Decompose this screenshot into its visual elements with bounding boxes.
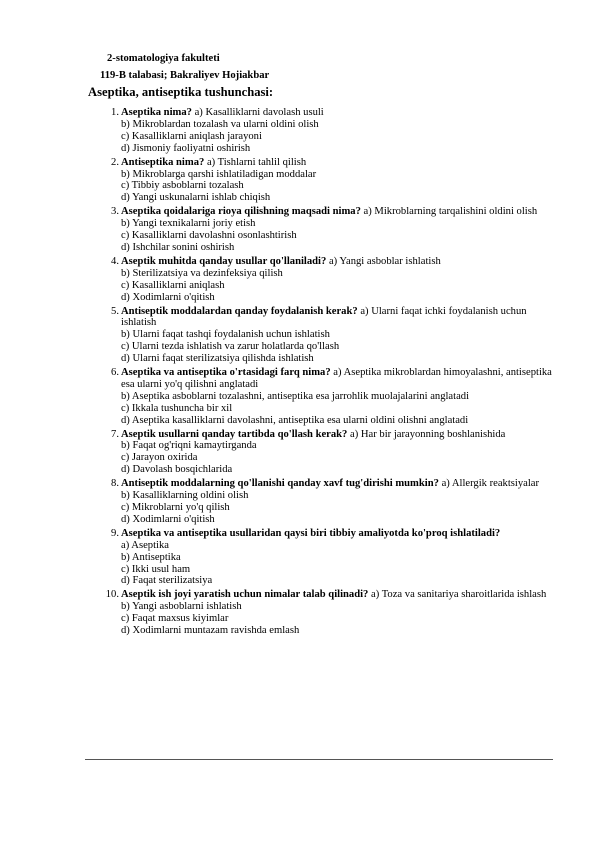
question-number: 3. <box>111 206 119 218</box>
option-c: c) Ularni tezda ishlatish va zarur holatlarda qo'llash <box>121 341 340 353</box>
question-text: Aseptika va antiseptika o'rtasidagi farq nima? <box>121 367 331 379</box>
question-number: 2. <box>111 156 119 168</box>
option-c: c) Tibbiy asboblarni tozalash <box>121 180 244 192</box>
student-line: 119-B talabasi; Bakraliyev Hojiakbar <box>100 70 270 81</box>
question-item <box>0 589 557 637</box>
option-d: d) Davolash bosqichlarida <box>121 464 233 476</box>
option-b: b) Mikroblardan tozalash va ularni oldini olish <box>121 118 319 130</box>
question-number: 4. <box>111 255 119 267</box>
question-number: 5. <box>111 305 119 317</box>
option-c: c) Ikkala tushuncha bir xil <box>121 402 233 414</box>
option-c: c) Kasalliklarni aniqlash <box>121 279 225 291</box>
question-number: 9. <box>111 527 119 539</box>
option-a: a) Ularni faqat ichki foydalanish uchun ishlatish <box>121 305 527 329</box>
option-c: c) Kasalliklarni aniqlash jarayoni <box>121 130 262 142</box>
question-text: Aseptik muhitda qanday usullar qo'llaniladi? <box>121 255 327 267</box>
option-d: d) Yangi uskunalarni ishlab chiqish <box>121 192 271 204</box>
question-text: Antiseptik moddalarning qo'llanishi qanday xavf tug'dirishi mumkin? <box>121 478 439 490</box>
option-d: d) Ularni faqat sterilizatsiya qilishda ishlatish <box>121 353 314 365</box>
question-text: Aseptik usullarni qanday tartibda qo'llash kerak? <box>121 428 348 440</box>
question-item <box>0 256 557 304</box>
option-c: c) Mikroblarni yo'q qilish <box>121 502 230 513</box>
question-text: Aseptika nima? <box>121 107 192 118</box>
option-d: d) Aseptika kasalliklarni davolashni, antiseptika esa ularni oldini olishni anglatadi <box>121 414 469 426</box>
option-d: d) Faqat sterilizatsiya <box>121 575 213 587</box>
option-b: b) Yangi texnikalarni joriy etish <box>121 218 256 230</box>
option-b: b) Faqat og'riqni kamaytirganda <box>121 440 257 452</box>
option-a: a) Yangi asboblar ishlatish <box>328 255 441 267</box>
option-d: d) Xodimlarni o'qitish <box>121 291 215 303</box>
option-c: c) Kasalliklarni davolashni osonlashtirish <box>121 230 297 242</box>
document-title: Aseptika, antiseptika tushunchasi: <box>88 85 274 99</box>
option-b: b) Yangi asboblarni ishlatish <box>121 601 242 613</box>
question-list <box>0 107 596 639</box>
option-b: b) Ularni faqat tashqi foydalanish uchun ishlatish <box>121 329 330 341</box>
option-d: d) Jismoniy faoliyatni oshirish <box>121 142 251 154</box>
option-a: a) Kasalliklarni davolash usuli <box>194 107 324 118</box>
option-b: b) Aseptika asboblarni tozalashni, antiseptika esa jarrohlik muolajalarini anglatadi <box>121 390 470 402</box>
question-number: 6. <box>111 367 119 379</box>
question-number: 8. <box>111 478 119 490</box>
option-c: c) Jarayon oxirida <box>121 452 198 464</box>
question-item <box>0 157 557 205</box>
question-text: Antiseptika nima? <box>121 156 205 168</box>
question-item <box>0 478 557 526</box>
question-text: Aseptik ish joyi yaratish uchun nimalar talab qilinadi? <box>121 589 369 601</box>
option-b: b) Antiseptika <box>121 551 181 563</box>
question-item <box>0 107 557 155</box>
option-c: c) Faqat maxsus kiyimlar <box>121 613 229 625</box>
option-a: a) Allergik reaktsiyalar <box>441 478 540 490</box>
question-item <box>0 367 557 427</box>
question-text: Aseptika qoidalariga rioya qilishning maqsadi nima? <box>121 206 361 218</box>
option-b: b) Sterilizatsiya va dezinfeksiya qilish <box>121 267 283 279</box>
question-text: Antiseptik moddalardan qanday foydalanish kerak? <box>121 305 358 317</box>
question-text: Aseptika va antiseptika usullaridan qaysi biri tibbiy amaliyotda ko'proq ishlatiladi? <box>121 527 501 539</box>
footer-divider <box>85 759 553 760</box>
option-a: a) Toza va sanitariya sharoitlarida ishlash <box>371 589 547 601</box>
option-a: a) Tishlarni tahlil qilish <box>206 156 307 168</box>
faculty-line: 2-stomatologiya fakulteti <box>107 53 220 64</box>
option-a: a) Mikroblarning tarqalishini oldini olish <box>363 206 538 218</box>
question-item <box>0 306 557 366</box>
option-a: a) Aseptika mikroblardan himoyalashni, antiseptika esa ularni yo'q qilishni anglatadi <box>121 367 552 390</box>
option-b: b) Mikroblarga qarshi ishlatiladigan moddalar <box>121 168 317 180</box>
question-item <box>0 429 557 477</box>
option-a: a) Har bir jarayonning boshlanishida <box>350 428 506 440</box>
option-d: d) Xodimlarni muntazam ravishda emlash <box>121 625 300 637</box>
question-number: 7. <box>111 428 119 440</box>
question-item <box>0 206 557 254</box>
option-c: c) Ikki usul ham <box>121 563 191 575</box>
question-number: 1. <box>111 107 119 118</box>
question-number: 10. <box>105 589 119 601</box>
option-b: b) Kasalliklarning oldini olish <box>121 490 249 502</box>
option-d: d) Xodimlarni o'qitish <box>121 513 215 525</box>
option-a: a) Aseptika <box>121 539 169 551</box>
option-d: d) Ishchilar sonini oshirish <box>121 241 235 253</box>
question-item <box>0 528 557 588</box>
